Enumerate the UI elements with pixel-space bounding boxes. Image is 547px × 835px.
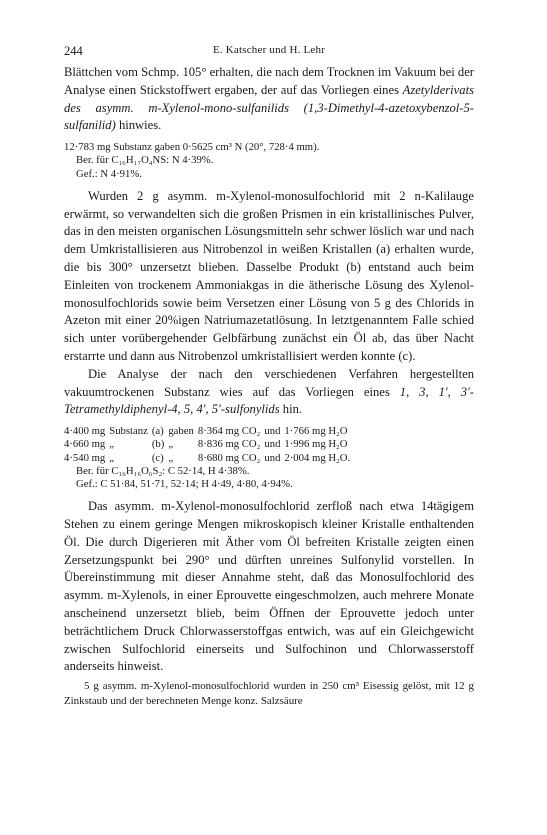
analysis-cell: (a) [151,425,164,438]
analysis-2-table [64,425,354,465]
analysis-cell: 8·836 mg CO₂ [197,438,261,451]
analysis-1-line: 12·783 mg Substanz gaben 0·5625 cm³ N (20°, 728·4 mm). [64,141,320,154]
analysis-row [64,425,354,438]
page-header [64,44,474,62]
paragraph-5: 5 g asymm. m-Xylenol-monosulfochlorid wurden in 250 cm³ Eisessig gelöst, mit 12 g Zinkstaub und der berechneten Menge konz. Salzsäure [64,680,474,707]
paragraph-3 [64,366,474,419]
analysis-cell: 2·004 mg H₂O. [284,451,351,464]
paragraph-4: Das asymm. m-Xylenol-monosulfochlorid zerfloß nach etwa 14tägigem Stehen zu einem geringe Mengen mikroskopisch kleiner Kristalle enthaltenden Öl. Die durch Digerieren mit Äther vom Öl befreiten Kristalle zeigten einen Zersetzungspunkt bei 290° und dürften unreines Sulfonylid vorstellen. In Übereinstimmung mit dieser Annahme steht, daß das Monosulfochlorid des asymm. m-Xylenols, in einer Eprouvette eingeschmolzen, auch mehrere Monate anscheinend unzersetzt blieb, beim Öffnen der Eprouvette jedoch unter beträchtlichem Druck Chlorwasserstoffgas entwich, was auf ein Gleichgewicht zwischen Sulfochlorid einerseits und Sulfochinon und Chlorwasserstoff anderseits hinweist. [64,499,474,674]
running-title: E. Katscher und H. Lehr [212,44,326,56]
paragraph-1-end: hinwies. [118,118,162,133]
page-number: 244 [64,44,83,58]
analysis-cell: Substanz [109,425,148,438]
paragraph-3-end: hin. [282,402,303,417]
paragraph-3-text: Die Analyse der nach den verschiedenen Verfahren hergestellten vakuumtrockenen Substanz wies auf das Vorliegen eines [64,366,474,399]
analysis-cell: und [264,425,281,438]
book-page [64,44,474,708]
analysis-cell: 8·364 mg CO₂ [197,425,261,438]
paragraph-1 [64,64,474,135]
analysis-2-ber: Ber. für C₁₆H₁₆O₆S₂: C 52·14, H 4·38%. [76,464,250,477]
analysis-cell: und [264,438,281,451]
analysis-cell: 1·766 mg H₂O [284,425,348,438]
analysis-row [64,452,354,465]
analysis-cell: 4·660 mg [64,438,106,451]
analysis-cell: 4·540 mg [64,451,106,464]
analysis-cell: „ [168,438,174,451]
analysis-2-gef: Gef.: C 51·84, 51·71, 52·14; H 4·49, 4·80, 4·94%. [76,477,293,490]
analysis-cell: 8·680 mg CO₂ [197,451,261,464]
analysis-cell: „ [109,451,115,464]
paragraph-2: Wurden 2 g asymm. m-Xylenol-monosulfochlorid mit 2 n-Kalilauge erwärmt, so verwandelten sich die großen Prismen in ein kristallinisches Pulver, das in den meisten organischen Lösungsmitteln sehr schwer löslich war und nach dem Umkristallisieren aus Nitrobenzol in weißen Kristallen (a) erhalten wurde, die bis 300° unzersetzt blieben. Dasselbe Produkt (b) entstand auch beim Einleiten von trockenem Ammoniakgas in die ätherische Lösung des Xylenol-monosulfochlorids sowie beim Versetzen einer Lösung von 5 g des Chlorids in Azeton mit einer 20%igen Natriumazetatlösung. In letztgenanntem Falle schied sich unter vorübergehender Gelbfärbung zunächst ein Öl ab, das über Nacht erstarrte und dann aus Nitrobenzol umkristallisiert werden konnte (c). [64,188,474,363]
analysis-cell: „ [168,451,174,464]
analysis-cell: 4·400 mg [64,425,106,438]
paragraph-1-text: Blättchen vom Schmp. 105° erhalten, die nach dem Trocknen im Vakuum bei der Analyse einen Stickstoffwert ergaben, der auf das Vorliegen eines [64,65,474,97]
analysis-1-ber: Ber. für C₁₆H₁₇O₄NS: N 4·39%. [76,154,214,167]
paragraph-1-compound: Azetylderivats des asymm. m-Xylenol-mono-sulfanilids (1,3-Dimethyl-4-azetoxybenzol-5-sulfanilid) [64,82,474,133]
analysis-cell: „ [109,438,115,451]
analysis-1-gef: Gef.: N 4·91%. [76,167,142,180]
analysis-row [64,438,354,451]
analysis-cell: (b) [151,438,165,451]
analysis-cell: 1·996 mg H₂O [284,438,348,451]
paragraph-3-compound: 1, 3, 1′, 3′-Tetramethyldiphenyl-4, 5, 4′, 5′-sulfonylids [64,384,474,417]
analysis-cell: (c) [151,451,164,464]
analysis-cell: gaben [168,425,194,438]
analysis-cell: und [264,451,281,464]
